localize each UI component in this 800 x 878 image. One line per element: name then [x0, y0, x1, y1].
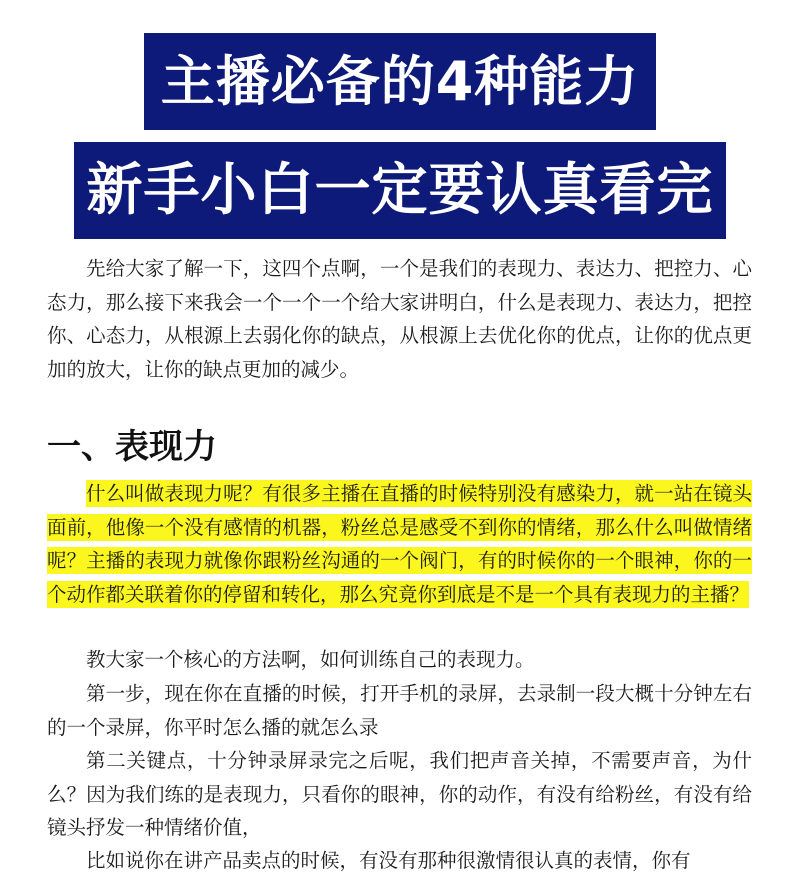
title-line-2-block: [0, 142, 800, 239]
section-heading-expressiveness: 一、表现力: [47, 427, 217, 467]
title-line-2: 新手小白一定要认真看完: [74, 142, 726, 239]
highlighted-text: 什么叫做表现力呢？有很多主播在直播的时候特别没有感染力，就一站在镜头面前，他像一个没有感情的机器，粉丝总是感受不到你的情绪，那么什么叫做情绪呢？主播的表现力就像你跟粉丝沟通的一个阀门，有的时候你的一个眼神，你的一个动作都关联着你的停留和转化，那么究竟你到底是不是一个具有表现力的主播？: [47, 482, 752, 606]
step-two-paragraph: 第二关键点，十分钟录屏录完之后呢，我们把声音关掉，不需要声音，为什么？因为我们练的是表现力，只看你的眼神，你的动作，有没有给粉丝，有没有给镜头抒发一种情绪价值，: [47, 749, 752, 839]
cut-off-paragraph: 比如说你在讲产品卖点的时候，有没有那种很激情很认真的表情，你有: [86, 849, 691, 872]
highlighted-paragraph: [47, 477, 752, 611]
method-intro-paragraph: 教大家一个核心的方法啊，如何训练自己的表现力。: [86, 648, 535, 671]
step-one-paragraph: 第一步，现在你在直播的时候，打开手机的录屏，去录制一段大概十分钟左右的一个录屏，你平时怎么播的就怎么录: [47, 682, 752, 739]
intro-paragraph: 先给大家了解一下，这四个点啊，一个是我们的表现力、表达力、把控力、心态力，那么接下来我会一个一个一个给大家讲明白，什么是表现力、表达力，把控你、心态力，从根源上去弱化你的缺点，从根源上去优化你的优点，让你的优点更加的放大，让你的缺点更加的减少。: [47, 257, 752, 381]
title-line-1: 主播必备的4种能力: [144, 33, 656, 130]
title-line-1-block: [0, 33, 800, 130]
